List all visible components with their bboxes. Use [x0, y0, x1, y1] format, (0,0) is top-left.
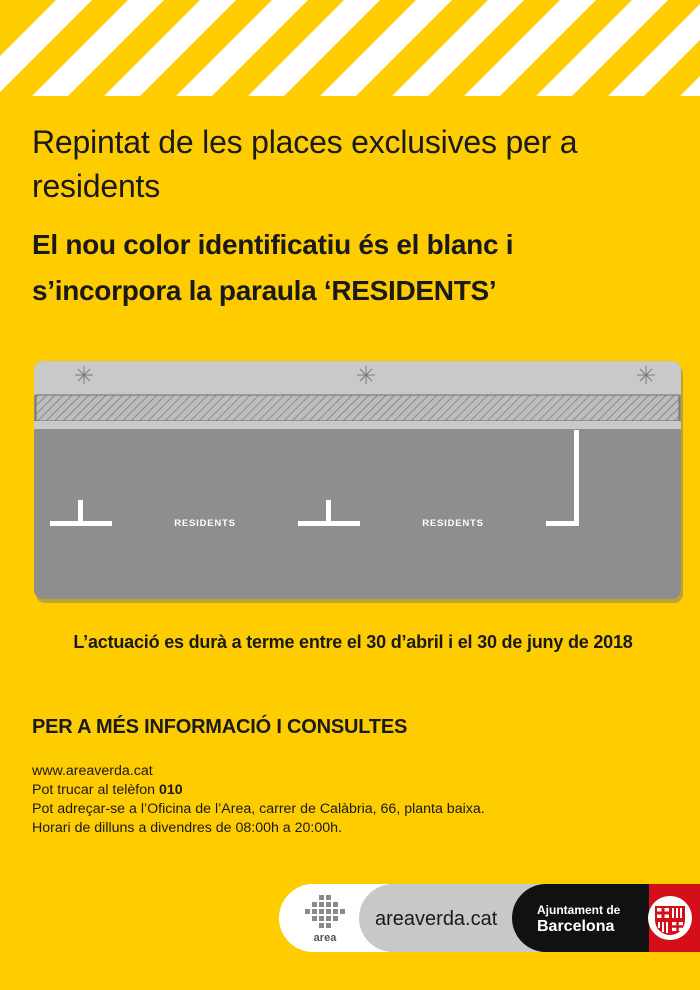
- curb-hatch: [36, 395, 679, 421]
- info-block: [32, 762, 485, 838]
- street-illustration: [0, 355, 700, 605]
- office-hours: Horari de dilluns a divendres de 08:00h a 20:00h.: [32, 820, 342, 836]
- area-logo: [305, 894, 345, 944]
- dates-notice: L’actuació es durà a terme entre el 30 d’abril i el 30 de juny de 2018: [73, 632, 633, 652]
- phone-prefix: Pot trucar al telèfon: [32, 782, 159, 798]
- subtitle-line-1: El nou color identificatiu és el blanc i: [32, 229, 514, 260]
- area-logo-text: area: [313, 932, 337, 944]
- footer-site[interactable]: areaverda.cat: [375, 908, 498, 930]
- phone-number[interactable]: 010: [158, 782, 183, 798]
- office-address: Pot adreçar-se a l’Oficina de l’Area, carrer de Calàbria, 66, planta baixa.: [32, 801, 485, 817]
- warning-stripes: [0, 0, 700, 96]
- subtitle: [32, 222, 682, 314]
- marking-label-residents-1: RESIDENTS: [174, 518, 236, 529]
- ajuntament-line-1: Ajuntament de: [537, 903, 621, 917]
- subtitle-line-2: s’incorpora la paraula ‘RESIDENTS’: [32, 275, 497, 306]
- ajuntament-line-2: Barcelona: [537, 918, 615, 935]
- marking-label-residents-2: RESIDENTS: [422, 518, 484, 529]
- sidewalk: [34, 361, 681, 395]
- info-heading: PER A MÉS INFORMACIÓ I CONSULTES: [32, 716, 408, 738]
- page-title: Repintat de les places exclusives per a residents: [32, 124, 578, 204]
- footer-logos: [279, 884, 700, 952]
- website-link[interactable]: www.areaverda.cat: [32, 763, 153, 779]
- barcelona-shield-icon: [641, 890, 699, 946]
- phone-line: [32, 781, 485, 800]
